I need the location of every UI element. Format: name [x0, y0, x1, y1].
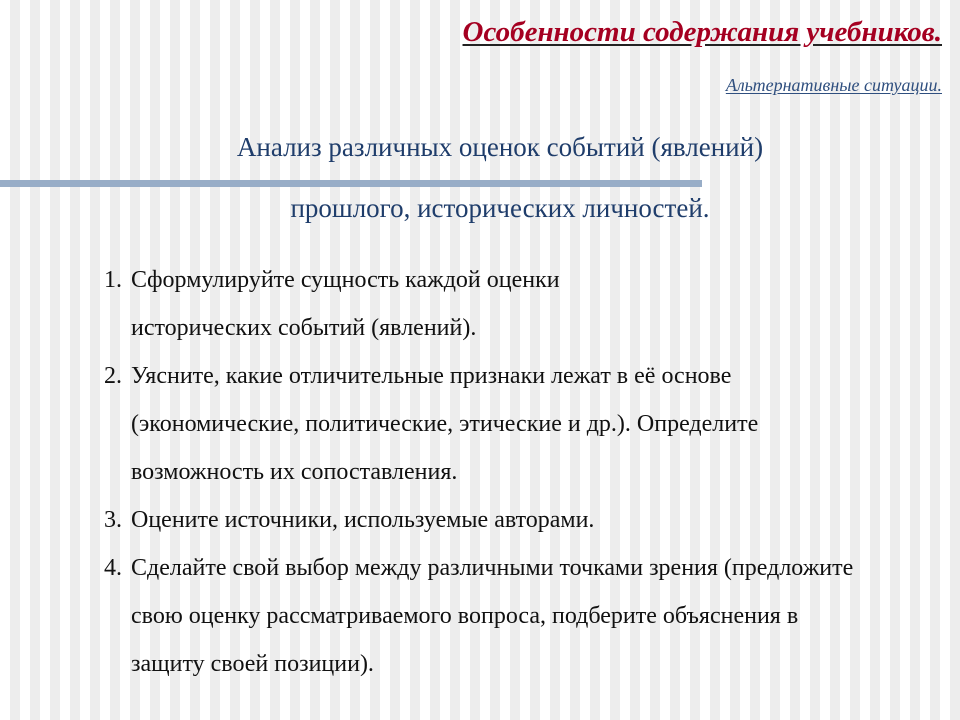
- slide-subtitle: Альтернативные ситуации.: [725, 75, 942, 95]
- step-line: исторических событий (явлений).: [131, 315, 477, 341]
- heading-line-1: Анализ различных оценок событий (явлений): [236, 132, 764, 162]
- step-line: Оцените источники, используемые авторами.: [131, 507, 595, 533]
- slide-title: Особенности содержания учебников.: [462, 16, 942, 48]
- step-line: Сделайте свой выбор между различными точками зрения (предложите: [131, 555, 854, 581]
- step-text: [131, 496, 594, 544]
- step-item-2: [104, 352, 853, 496]
- step-number: 4.: [104, 555, 122, 581]
- step-number: 1.: [104, 267, 122, 293]
- step-text: [131, 544, 853, 688]
- divider-bar: [0, 180, 702, 187]
- step-line: Уясните, какие отличительные признаки лежат в её основе: [131, 363, 732, 389]
- step-number: 2.: [104, 363, 122, 389]
- step-text: [131, 256, 560, 352]
- step-item-4: [104, 544, 853, 688]
- step-text: [131, 352, 758, 496]
- step-line: Сформулируйте сущность каждой оценки: [131, 267, 560, 293]
- step-item-3: [104, 496, 853, 544]
- step-line: защиту своей позиции).: [131, 651, 374, 677]
- steps-list: [104, 256, 853, 688]
- step-line: возможность их сопоставления.: [131, 459, 458, 485]
- step-line: свою оценку рассматриваемого вопроса, подберите объяснения в: [131, 603, 799, 629]
- heading-line-2: прошлого, исторических личностей.: [290, 193, 710, 223]
- step-number: 3.: [104, 507, 122, 533]
- step-item-1: [104, 256, 853, 352]
- step-line: (экономические, политические, этические и др.). Определите: [131, 411, 759, 437]
